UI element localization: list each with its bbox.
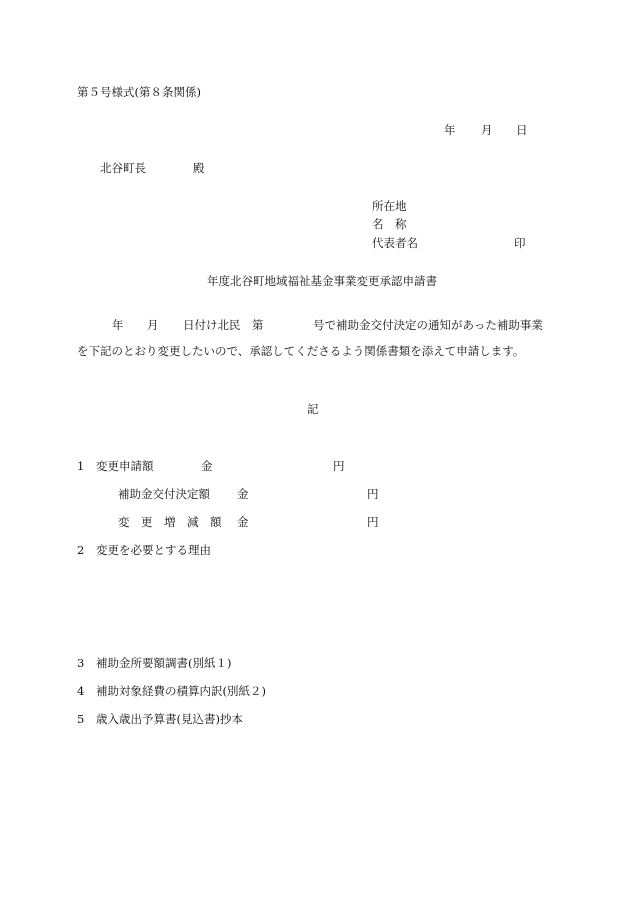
sub2-yen: 円 [367, 515, 379, 529]
seal-mark: 印 [514, 236, 526, 250]
item3-number: 3 [77, 656, 85, 670]
sub2-label: 変 更 増 減 額 [118, 515, 222, 529]
recipient-name: 北谷町長 [100, 161, 146, 175]
ki-heading: 記 [307, 402, 319, 416]
item3-label: 補助金所要額調書(別紙１) [96, 656, 232, 670]
sub1-yen: 円 [367, 487, 379, 501]
item2-label: 変更を必要とする理由 [96, 543, 211, 557]
body-dated: 日付け北民 第 [183, 318, 264, 332]
applicant-rep-label: 代表者名 [372, 236, 418, 250]
applicant-address-label: 所在地 [372, 199, 407, 213]
body-month: 月 [147, 318, 159, 332]
sub2-kin: 金 [237, 515, 249, 529]
form-number: 第５号様式(第８条関係) [77, 85, 201, 99]
date-month: 月 [481, 123, 493, 137]
item5-label: 歳入歳出予算書(見込書)抄本 [96, 712, 243, 726]
applicant-name-label: 名 称 [372, 217, 407, 231]
item5-number: 5 [77, 712, 85, 726]
body-year: 年 [112, 318, 124, 332]
document-title: 年度北谷町地域福祉基金事業変更承認申請書 [207, 274, 437, 288]
item4-label: 補助対象経費の積算内訳(別紙２) [96, 684, 266, 698]
item1-yen: 円 [333, 459, 345, 473]
sub1-label: 補助金交付決定額 [118, 487, 210, 501]
item1-kin: 金 [201, 459, 213, 473]
date-day: 日 [516, 123, 528, 137]
item1-number: 1 [77, 459, 85, 473]
date-year: 年 [444, 123, 456, 137]
recipient-honorific: 殿 [193, 161, 205, 175]
body-line2: を下記のとおり変更したいので、承認してくださるよう関係書類を添えて申請します。 [77, 344, 525, 358]
item2-number: 2 [77, 543, 85, 557]
sub1-kin: 金 [237, 487, 249, 501]
body-line1-end: 号で補助金交付決定の通知があった補助事業 [313, 318, 543, 332]
item4-number: 4 [77, 684, 85, 698]
item1-label: 変更申請額 [96, 459, 154, 473]
